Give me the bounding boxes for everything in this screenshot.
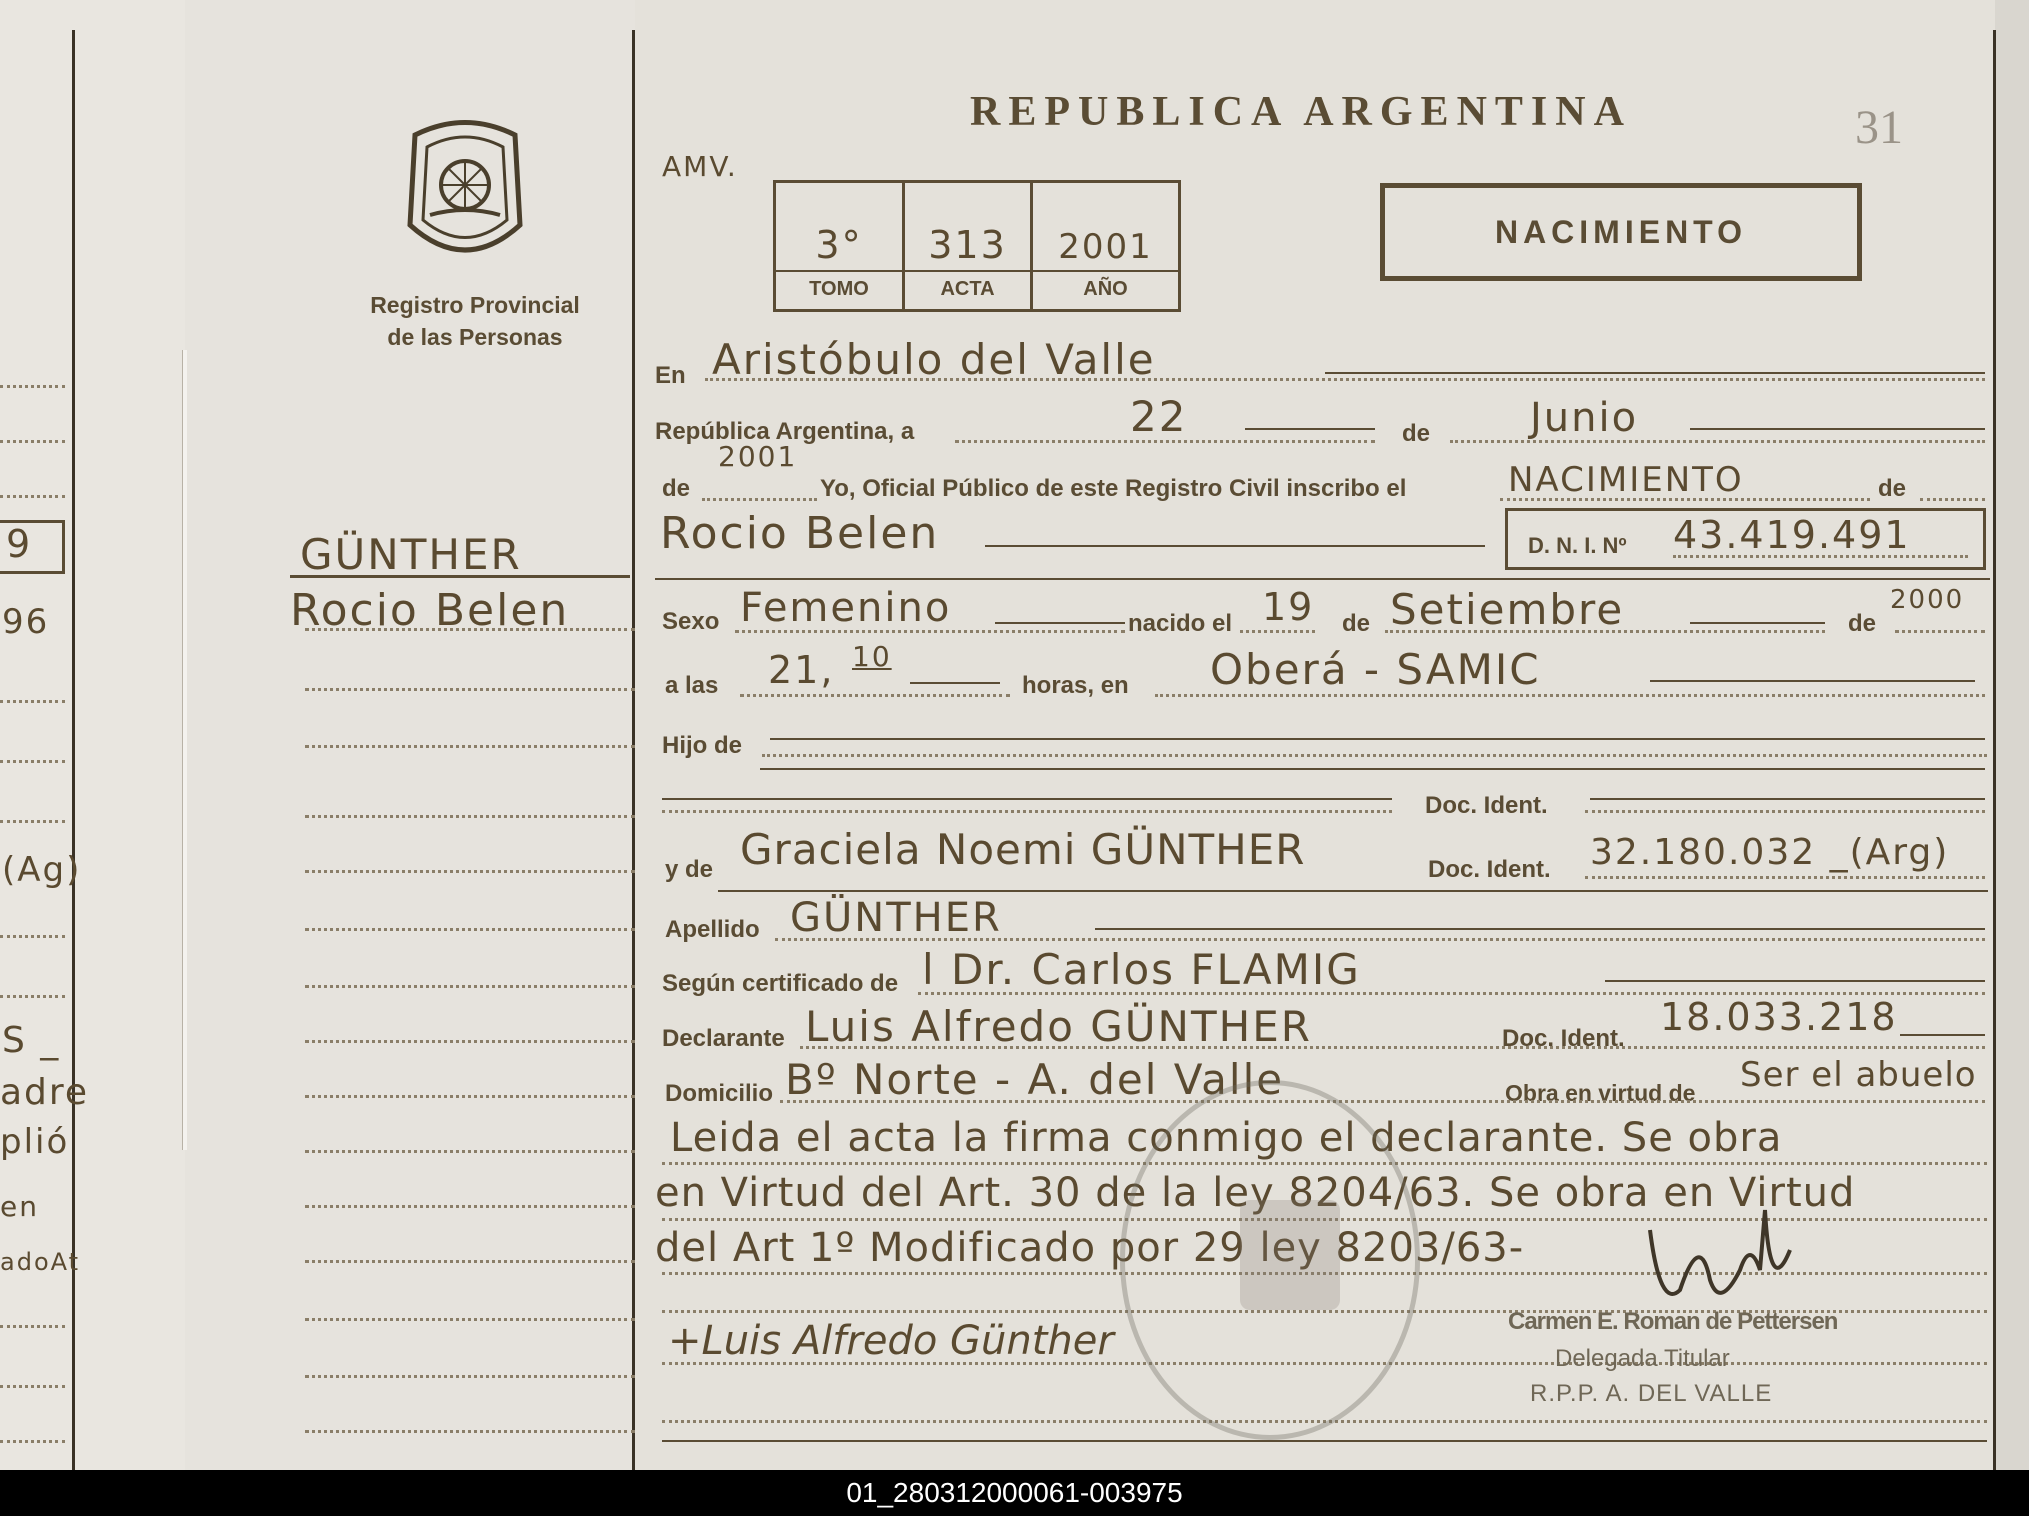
country-title: REPUBLICA ARGENTINA (970, 89, 1632, 135)
note-line-2: en Virtud del Art. 30 de la ley 8204/63. Se obra en Virtud (655, 1170, 1856, 1216)
acta-box (773, 180, 1181, 312)
dotted-line (662, 810, 1392, 813)
dotted-line (0, 995, 65, 998)
divider (776, 270, 1178, 272)
tomo-value: 3° (815, 223, 863, 267)
dotted-line (305, 985, 635, 988)
birth-year: 2000 (1890, 585, 1965, 615)
fill-rule (760, 768, 1985, 770)
dotted-line (702, 498, 817, 501)
dotted-line (775, 938, 1985, 941)
declarante-doc-value: 18.033.218 (1660, 995, 1898, 1039)
dotted-line (305, 628, 635, 631)
note-line-3: del Art 1º Modificado por 29 ley 8203/63- (655, 1225, 1525, 1271)
right-page-edge (1995, 0, 2029, 1470)
left-fragment: 9 (6, 522, 33, 566)
official-signature-icon (1640, 1190, 1800, 1320)
dotted-line (305, 1430, 635, 1433)
dotted-line (0, 495, 65, 498)
acta-value: 313 (928, 223, 1007, 267)
alas-label: a las (665, 672, 719, 699)
apellido-value: GÜNTHER (790, 895, 1002, 941)
fill-rule (1245, 428, 1375, 430)
fill-rule (1325, 372, 1985, 374)
fill-rule (1650, 680, 1975, 682)
birth-minutes: 10 (852, 640, 892, 673)
right-border (1993, 30, 1996, 1470)
obra-label: Obra en virtud de (1505, 1080, 1696, 1106)
fill-rule (662, 1440, 1987, 1442)
record-year: 2001 (718, 440, 798, 473)
dotted-line (800, 1046, 1985, 1049)
dotted-line (305, 928, 635, 931)
birth-place: Oberá - SAMIC (1210, 645, 1541, 694)
image-caption: 01_280312000061-003975 (0, 1470, 2029, 1516)
fill-rule (985, 545, 1485, 547)
ano-label: AÑO (1083, 278, 1128, 300)
dotted-line (0, 760, 65, 763)
left-fragment: 96 (2, 602, 50, 642)
record-month: Junio (1530, 395, 1639, 441)
dotted-line (0, 1440, 65, 1443)
dotted-line (0, 385, 65, 388)
child-name: Rocio Belen (660, 508, 940, 559)
fill-rule (718, 890, 1988, 892)
dotted-line (0, 1325, 65, 1328)
de-label: de (1402, 420, 1431, 447)
dotted-line (305, 1095, 635, 1098)
declarante-value: Luis Alfredo GÜNTHER (805, 1002, 1312, 1051)
official-title: Delegada Titular (1555, 1345, 1730, 1372)
left-fragment: en (0, 1190, 39, 1223)
dotted-line (705, 378, 1985, 381)
record-inscription: NACIMIENTO (1508, 460, 1744, 500)
domicilio-value: Bº Norte - A. del Valle (785, 1055, 1285, 1104)
dotted-line (305, 1040, 635, 1043)
dotted-line (305, 1205, 635, 1208)
provincial-seal (395, 115, 535, 270)
page-number: 31 (1855, 101, 1903, 154)
de4-label: de (1342, 610, 1371, 637)
dotted-line (0, 820, 65, 823)
fill-rule (770, 738, 1985, 740)
binding-stitch (182, 350, 187, 1150)
dotted-line (305, 870, 635, 873)
dotted-line (0, 700, 65, 703)
fill-rule (655, 578, 1990, 580)
dotted-line (1240, 630, 1315, 633)
fill-rule (1690, 428, 1985, 430)
fill-rule (662, 798, 1392, 800)
dotted-line (305, 745, 635, 748)
declarante-label: Declarante (662, 1025, 785, 1052)
tomo-label: TOMO (809, 278, 869, 300)
birth-day: 19 (1262, 585, 1315, 629)
ano-value: 2001 (1058, 227, 1153, 267)
birth-hour: 21, (768, 648, 835, 692)
horas-label: horas, en (1022, 672, 1129, 699)
dotted-line (0, 1385, 65, 1388)
certificate-doctor: l Dr. Carlos FLAMIG (922, 945, 1361, 994)
fill-rule (910, 682, 1000, 684)
domicilio-label: Domicilio (665, 1080, 774, 1107)
dotted-line (0, 935, 65, 938)
dotted-line (1585, 810, 1985, 813)
seal-icon (395, 115, 535, 270)
de2-label: de (662, 475, 691, 502)
sexo-value: Femenino (740, 585, 952, 631)
fill-rule (1605, 980, 1985, 982)
left-fragment: adoAt (0, 1248, 81, 1276)
margin-border (632, 30, 635, 1470)
fill-rule (995, 622, 1125, 624)
father-doc-label: Doc. Ident. (1425, 792, 1548, 819)
apellido-label: Apellido (665, 916, 760, 943)
de3-label: de (1878, 475, 1907, 502)
left-fragment: S _ (2, 1020, 61, 1061)
yde-label: y de (665, 856, 714, 883)
mother-name: Graciela Noemi GÜNTHER (740, 825, 1306, 874)
segun-label: Según certificado de (662, 970, 899, 997)
left-fragment: adre (0, 1072, 90, 1113)
declarante-signature: +Luis Alfredo Günther (668, 1318, 1114, 1364)
dotted-line (305, 688, 635, 691)
official-office: R.P.P. A. DEL VALLE (1530, 1380, 1773, 1407)
birth-record-place: Aristóbulo del Valle (712, 335, 1156, 384)
dotted-line (305, 1318, 635, 1321)
official-name: Carmen E. Roman de Pettersen (1508, 1308, 1838, 1335)
declarante-doc-label: Doc. Ident. (1502, 1025, 1625, 1052)
dni-value: 43.419.491 (1673, 513, 1911, 557)
dotted-line (1673, 555, 1968, 558)
stamp-emblem (1240, 1200, 1340, 1310)
dotted-line (305, 1260, 635, 1263)
dotted-line (1920, 498, 1985, 501)
nacido-label: nacido el (1128, 610, 1233, 637)
dotted-line (740, 694, 1010, 697)
hijo-label: Hijo de (662, 732, 743, 759)
registry-line-2: de las Personas (387, 324, 563, 350)
fill-rule (1590, 798, 1985, 800)
initials: AMV. (662, 150, 738, 183)
dotted-line (780, 1100, 1985, 1103)
mother-doc-value: 32.180.032 _(Arg) (1590, 832, 1950, 873)
record-day: 22 (1130, 392, 1188, 441)
de5-label: de (1848, 610, 1877, 637)
fill-rule (1900, 1034, 1985, 1036)
obra-value: Ser el abuelo (1740, 1055, 1977, 1095)
margin-given-name: Rocio Belen (290, 585, 570, 636)
left-fragment: (Ag) (2, 850, 82, 890)
dotted-line (1155, 694, 1985, 697)
margin-rule (290, 575, 630, 578)
birth-month: Setiembre (1390, 585, 1625, 634)
dotted-line (305, 1150, 635, 1153)
margin-surname: GÜNTHER (300, 530, 522, 579)
record-type-box: NACIMIENTO (1380, 183, 1862, 281)
dotted-line (305, 1375, 635, 1378)
acta-label: ACTA (940, 278, 995, 300)
en-label: En (655, 362, 686, 389)
dotted-line (1585, 876, 1985, 879)
republica-label: República Argentina, a (655, 418, 915, 445)
dotted-line (1895, 630, 1985, 633)
yo-label: Yo, Oficial Público de este Registro Civil inscribo el (820, 475, 1407, 502)
note-line-1: Leida el acta la firma conmigo el declarante. Se obra (670, 1115, 1783, 1161)
fill-rule (1095, 928, 1985, 930)
registry-line-1: Registro Provincial (370, 292, 580, 318)
dotted-line (762, 754, 1987, 757)
dni-label: D. N. I. Nº (1528, 533, 1627, 558)
left-fragment: plió (0, 1122, 70, 1162)
dotted-line (305, 815, 635, 818)
dni-box (1505, 508, 1986, 570)
mother-doc-label: Doc. Ident. (1428, 856, 1551, 883)
fill-rule (1690, 622, 1825, 624)
dotted-line (0, 440, 65, 443)
sexo-label: Sexo (662, 608, 720, 635)
